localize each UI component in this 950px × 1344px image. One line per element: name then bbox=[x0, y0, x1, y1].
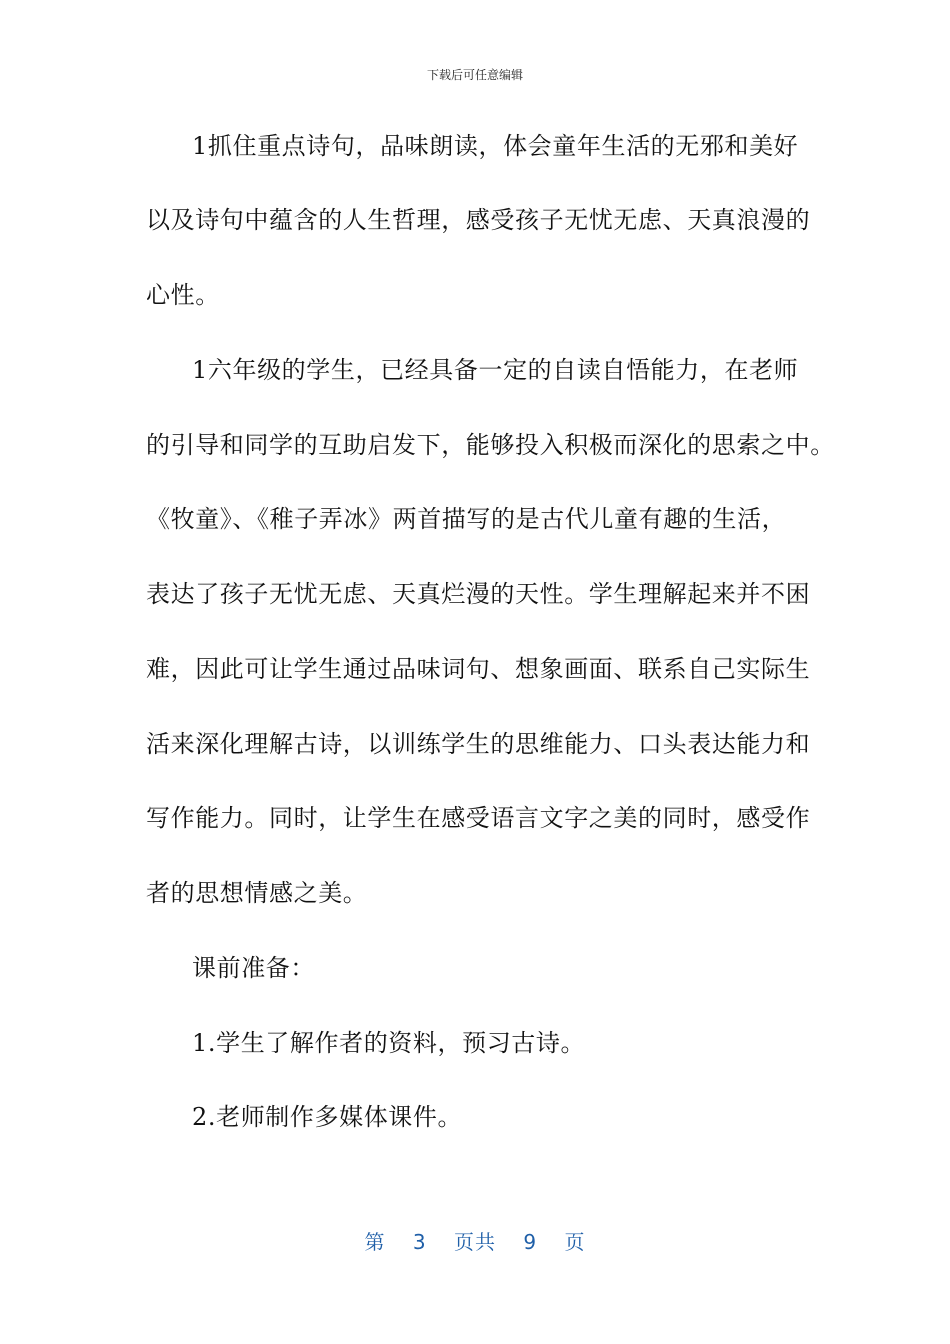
paragraph-1-line-3: 心性。 bbox=[146, 281, 220, 309]
page-indicator-middle: 页共 bbox=[454, 1230, 496, 1254]
paragraph-1-line-1: 1抓住重点诗句，品味朗读，体会童年生活的无邪和美好 bbox=[192, 132, 799, 160]
page-indicator-total: 9 bbox=[523, 1230, 538, 1254]
paragraph-2-line-7: 写作能力。同时，让学生在感受语言文字之美的同时，感受作 bbox=[146, 804, 811, 832]
paragraph-2-line-5: 难，因此可让学生通过品味词句、想象画面、联系自己实际生 bbox=[146, 655, 811, 683]
page-indicator bbox=[0, 1226, 950, 1255]
page-header-note: 下载后可任意编辑 bbox=[426, 68, 523, 82]
prep-item-1: 1.学生了解作者的资料，预习古诗。 bbox=[192, 1029, 586, 1057]
paragraph-2-line-4: 表达了孩子无忧无虑、天真烂漫的天性。学生理解起来并不困 bbox=[146, 580, 811, 608]
prep-title: 课前准备： bbox=[192, 954, 315, 982]
page-indicator-suffix: 页 bbox=[564, 1230, 586, 1254]
paragraph-2-line-1: 1六年级的学生，已经具备一定的自读自悟能力，在老师 bbox=[192, 356, 799, 384]
page-indicator-current: 3 bbox=[412, 1230, 427, 1254]
paragraph-1-line-2: 以及诗句中蕴含的人生哲理，感受孩子无忧无虑、天真浪漫的 bbox=[146, 206, 811, 234]
prep-item-2: 2.老师制作多媒体课件。 bbox=[192, 1103, 463, 1131]
page-indicator-prefix: 第 bbox=[364, 1230, 386, 1254]
paragraph-2-line-3: 《牧童》、《稚子弄冰》两首描写的是古代儿童有趣的生活， bbox=[146, 505, 787, 533]
paragraph-2-line-8: 者的思想情感之美。 bbox=[146, 879, 368, 907]
paragraph-2-line-6: 活来深化理解古诗，以训练学生的思维能力、口头表达能力和 bbox=[146, 730, 811, 758]
paragraph-2-line-2: 的引导和同学的互助启发下，能够投入积极而深化的思索之中。 bbox=[146, 431, 835, 459]
